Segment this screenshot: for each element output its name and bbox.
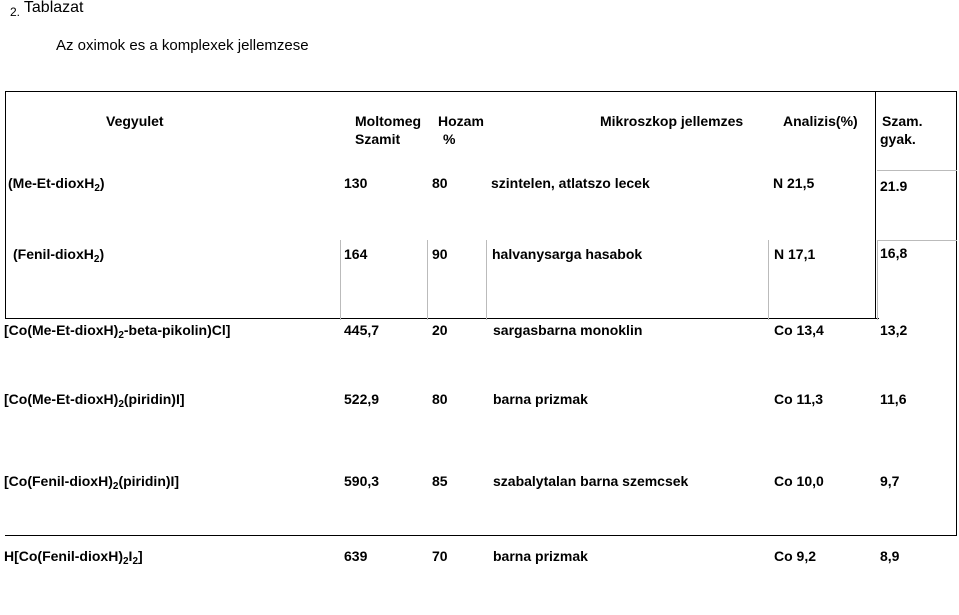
cell-analysis: Co 13,4	[774, 322, 824, 338]
cell-found: 16,8	[880, 245, 908, 261]
table-caption	[10, 0, 84, 17]
table-number: 2.	[10, 5, 21, 19]
header-molar-mass: Moltomeg	[355, 113, 422, 129]
cell-microscopy: barna prizmak	[493, 391, 588, 407]
cell-found: 21.9	[880, 178, 908, 194]
cell-analysis: Co 10,0	[774, 473, 824, 489]
cell-yield: 80	[432, 175, 448, 191]
header-found: Szam.	[882, 113, 923, 129]
cell-molar-mass: 164	[344, 246, 368, 262]
cell-yield: 80	[432, 391, 448, 407]
cell-molar-mass: 639	[344, 548, 368, 564]
cell-compound: $[Co(Me-Et-dioxH)_2-beta-pikolin)Cl$]	[4, 322, 231, 341]
header-microscopy: Mikroszkop jellemzes	[600, 113, 744, 129]
header-yield-unit: %	[443, 131, 456, 147]
cell-compound: $[Co(Fenil-dioxH)_2(piridin)I]$	[4, 473, 180, 492]
header-found-2: gyak.	[880, 131, 916, 147]
cell-analysis: N 17,1	[774, 246, 816, 262]
cell-analysis: Co 11,3	[774, 391, 824, 407]
cell-microscopy: sargasbarna monoklin	[493, 322, 643, 338]
cell-microscopy: halvanysarga hasabok	[492, 246, 643, 262]
header-yield: Hozam	[438, 113, 484, 129]
header-analysis: Analizis(%)	[783, 113, 858, 129]
table-subtitle: Az oximok es a komplexek jellemzese	[56, 37, 309, 54]
cell-analysis: Co 9,2	[774, 548, 817, 564]
cell-yield: 20	[432, 322, 448, 338]
cell-yield: 90	[432, 246, 448, 262]
cell-compound: $[Co(Me-Et-dioxH)_2(piridin)I]$	[4, 391, 185, 410]
cell-molar-mass: 522,9	[344, 391, 380, 407]
cell-molar-mass: 590,3	[344, 473, 380, 489]
cell-compound: $H[Co(Fenil-dioxH)_2I_2]$	[4, 548, 143, 567]
cell-found: 9,7	[880, 473, 900, 489]
header-molar-mass-calc: Szamit	[355, 131, 401, 147]
cell-found: 13,2	[880, 322, 908, 338]
header-compound: Vegyulet	[106, 113, 164, 129]
cell-microscopy: szabalytalan barna szemcsek	[493, 473, 689, 489]
cell-yield: 85	[432, 473, 448, 489]
cell-compound: (Me-Et-dioxH$_2$)	[8, 175, 105, 194]
cell-found: 11,6	[880, 391, 907, 407]
cell-microscopy: szintelen, atlatszo lecek	[491, 175, 650, 191]
table-caption-label: Tablazat	[23, 0, 84, 16]
cell-microscopy: barna prizmak	[493, 548, 588, 564]
cell-analysis: N 21,5	[773, 175, 815, 191]
cell-molar-mass: 445,7	[344, 322, 380, 338]
cell-yield: 70	[432, 548, 448, 564]
cell-found: 8,9	[880, 548, 900, 564]
cell-molar-mass: 130	[344, 175, 368, 191]
cell-compound: (Fenil-dioxH$_2$)	[13, 246, 105, 265]
